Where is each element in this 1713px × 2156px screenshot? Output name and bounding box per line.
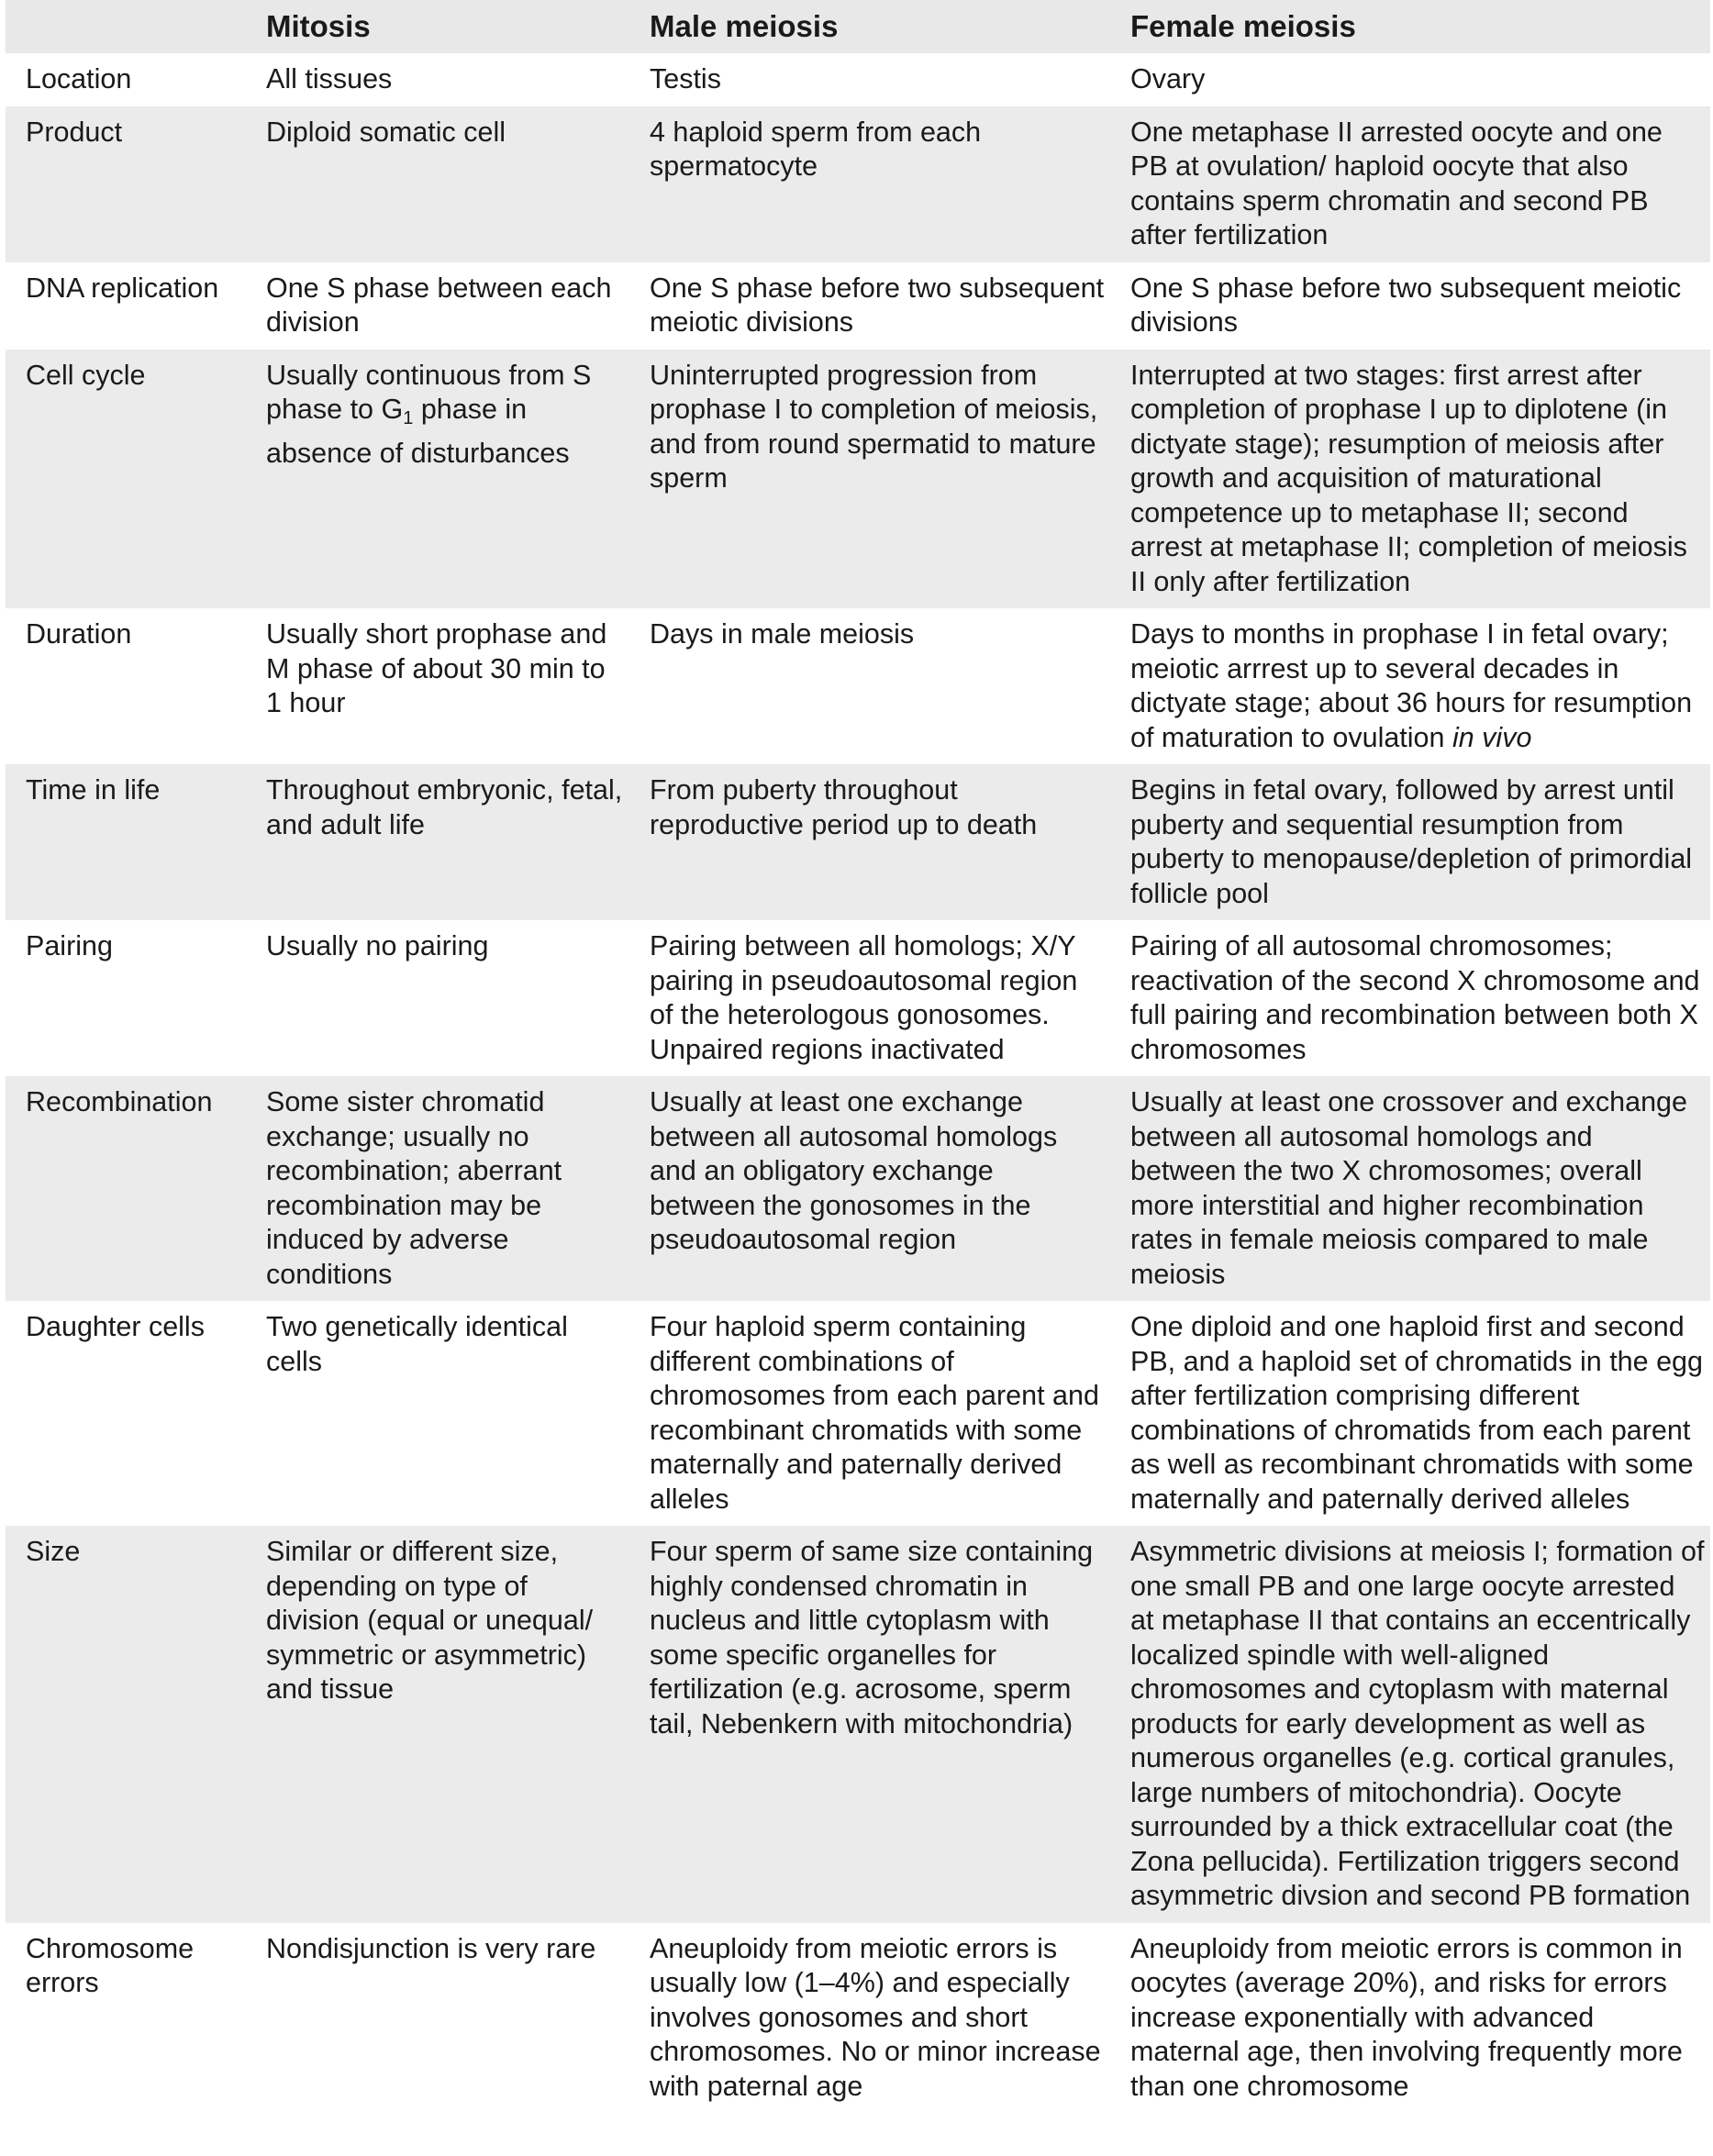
table-row <box>6 608 1710 764</box>
male-meiosis-cell: Days in male meiosis <box>631 608 1112 764</box>
table-row <box>6 53 1710 106</box>
header-mitosis: Mitosis <box>245 0 631 53</box>
table-row <box>6 350 1710 609</box>
mitosis-cell: Two genetically identical cells <box>245 1301 631 1526</box>
male-meiosis-cell: Usually at least one exchange between all autosomal homologs and an obligatory exchange between the gonosomes in the pseudoautosomal region <box>631 1076 1112 1301</box>
mitosis-cell: Some sister chromatid exchange; usually no recombination; aberrant recombination may be induced by adverse conditions <box>245 1076 631 1301</box>
row-label: Daughter cells <box>6 1301 245 1526</box>
header-male-meiosis: Male meiosis <box>631 0 1112 53</box>
table-row <box>6 1923 1710 2114</box>
row-label: Product <box>6 106 245 262</box>
header-female-meiosis: Female meiosis <box>1112 0 1710 53</box>
male-meiosis-cell: Four haploid sperm containing different combinations of chromosomes from each parent and recombinant chromatids with some maternally and paternally derived alleles <box>631 1301 1112 1526</box>
mitosis-cell: All tissues <box>245 53 631 106</box>
mitosis-cell <box>245 350 631 609</box>
female-meiosis-cell <box>1112 608 1710 764</box>
table-row <box>6 920 1710 1076</box>
header-row <box>6 0 1710 53</box>
row-label: Size <box>6 1526 245 1923</box>
female-meiosis-cell: Ovary <box>1112 53 1710 106</box>
male-meiosis-cell: Uninterrupted progression from prophase I to completion of meiosis, and from round spermatid to mature sperm <box>631 350 1112 609</box>
mitosis-cell: Diploid somatic cell <box>245 106 631 262</box>
female-meiosis-cell: One metaphase II arrested oocyte and one PB at ovulation/ haploid oocyte that also contains sperm chromatin and second PB after fertilization <box>1112 106 1710 262</box>
table-row <box>6 1076 1710 1301</box>
female-meiosis-cell: Asymmetric divisions at meiosis I; formation of one small PB and one large oocyte arrested at metaphase II that contains an eccentrically localized spindle with well-aligned chromosomes and cytoplasm with maternal products for early development as well as numerous organelles (e.g. cortical granules, large numbers of mitochondria). Oocyte surrounded by a thick extracellular coat (the Zona pellucida). Fertilization triggers second asymmetric divsion and second PB formation <box>1112 1526 1710 1923</box>
female-meiosis-cell: Aneuploidy from meiotic errors is common in oocytes (average 20%), and risks for errors increase exponentially with advanced maternal age, then involving frequently more than one chromosome <box>1112 1923 1710 2114</box>
subscript-one: 1 <box>403 408 414 428</box>
male-meiosis-cell: Aneuploidy from meiotic errors is usually low (1–4%) and especially involves gonosomes and short chromosomes. No or minor increase with paternal age <box>631 1923 1112 2114</box>
male-meiosis-cell: One S phase before two subsequent meiotic divisions <box>631 262 1112 350</box>
male-meiosis-cell: From puberty throughout reproductive period up to death <box>631 764 1112 920</box>
mitosis-cell: Similar or different size, depending on type of division (equal or unequal/ symmetric or asymmetric) and tissue <box>245 1526 631 1923</box>
header-cell-empty <box>6 0 245 53</box>
row-label: Cell cycle <box>6 350 245 609</box>
male-meiosis-cell: Four sperm of same size containing highly condensed chromatin in nucleus and little cytoplasm with some specific organelles for fertilization (e.g. acrosome, sperm tail, Nebenkern with mitochondria) <box>631 1526 1112 1923</box>
mitosis-cell: Usually no pairing <box>245 920 631 1076</box>
mitosis-cell: One S phase between each division <box>245 262 631 350</box>
female-meiosis-cell: One diploid and one haploid first and second PB, and a haploid set of chromatids in the egg after fertilization comprising different combinations of chromatids from each parent as well as recombinant chromatids with some maternally and paternally derived alleles <box>1112 1301 1710 1526</box>
row-label: Chromosome errors <box>6 1923 245 2114</box>
row-label: Time in life <box>6 764 245 920</box>
row-label: Location <box>6 53 245 106</box>
mitosis-text-pre: Usually continuous from S phase to G <box>266 359 592 425</box>
row-label: Recombination <box>6 1076 245 1301</box>
table-row <box>6 1526 1710 1923</box>
female-meiosis-cell: Interrupted at two stages: first arrest after completion of prophase I up to diplotene (in dictyate stage); resumption of meiosis after growth and acquisition of maturational competence up to metaphase II; second arrest at metaphase II; completion of meiosis II only after fertilization <box>1112 350 1710 609</box>
male-meiosis-cell: Testis <box>631 53 1112 106</box>
female-meiosis-cell: Begins in fetal ovary, followed by arrest until puberty and sequential resumption from puberty to menopause/depletion of primordial follicle pool <box>1112 764 1710 920</box>
mitosis-cell: Usually short prophase and M phase of about 30 min to 1 hour <box>245 608 631 764</box>
table-row <box>6 1301 1710 1526</box>
row-label: Pairing <box>6 920 245 1076</box>
male-meiosis-cell: Pairing between all homologs; X/Y pairing in pseudoautosomal region of the heterologous gonosomes. Unpaired regions inactivated <box>631 920 1112 1076</box>
table-row <box>6 262 1710 350</box>
female-meiosis-cell: Pairing of all autosomal chromosomes; reactivation of the second X chromosome and full pairing and recombination between both X chromosomes <box>1112 920 1710 1076</box>
male-meiosis-cell: 4 haploid sperm from each spermatocyte <box>631 106 1112 262</box>
in-vivo-italic: in vivo <box>1452 721 1532 753</box>
comparison-table <box>6 0 1710 2113</box>
table-row <box>6 764 1710 920</box>
female-text-pre: Days to months in prophase I in fetal ovary; meiotic arrrest up to several decades in dictyate stage; about 36 hours for resumption of maturation to ovulation <box>1130 618 1693 753</box>
female-meiosis-cell: Usually at least one crossover and exchange between all autosomal homologs and between the two X chromosomes; overall more interstitial and higher recombination rates in female meiosis compared to male meiosis <box>1112 1076 1710 1301</box>
female-meiosis-cell: One S phase before two subsequent meiotic divisions <box>1112 262 1710 350</box>
mitosis-cell: Throughout embryonic, fetal, and adult life <box>245 764 631 920</box>
mitosis-cell: Nondisjunction is very rare <box>245 1923 631 2114</box>
row-label: Duration <box>6 608 245 764</box>
table-row <box>6 106 1710 262</box>
row-label: DNA replication <box>6 262 245 350</box>
mitosis-text-post: phase in absence of disturbances <box>266 394 570 469</box>
